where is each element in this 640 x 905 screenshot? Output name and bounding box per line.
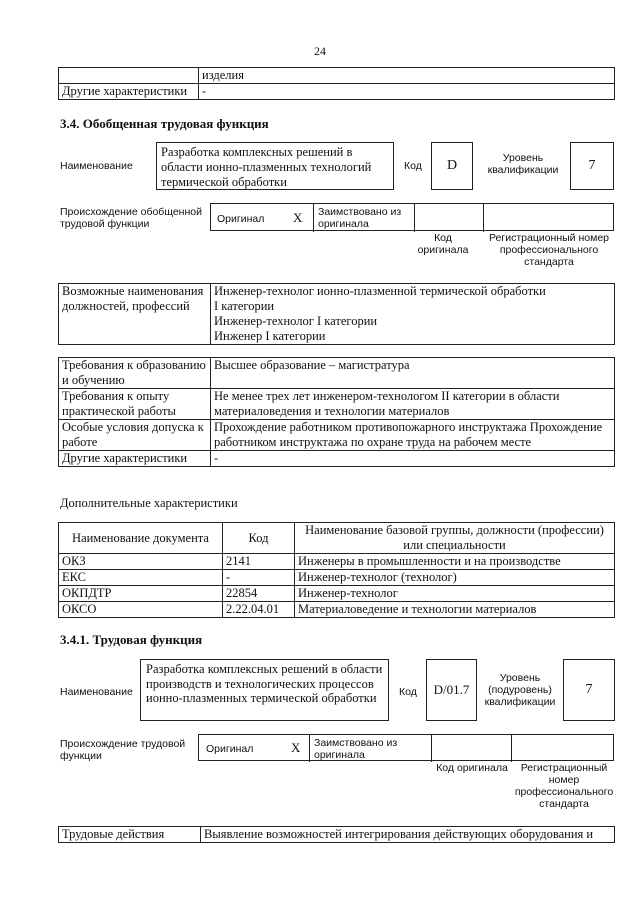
- header-group-name: Наименование базовой группы, должности (профессии) или специальности: [295, 523, 615, 554]
- top-table-row2-label: Другие характеристики: [59, 84, 199, 100]
- function-name-value: Разработка комплексных решений в области производств и технологических процессов ионно-плазменных термической обработки: [140, 659, 389, 721]
- requirement-value: -: [211, 451, 615, 467]
- requirement-value: Не менее трех лет инженером-технологом II категории в области материаловедения и технологии материалов: [211, 389, 615, 420]
- doc-group: Инженер-технолог (технолог): [295, 570, 615, 586]
- code-label: Код: [399, 686, 417, 698]
- requirement-label: Требования к образованию и обучению: [59, 358, 211, 389]
- original-label: Оригинал: [206, 743, 254, 755]
- doc-code: 22854: [223, 586, 295, 602]
- doc-group: Материаловедение и технологии материалов: [295, 602, 615, 618]
- page-number: 24: [314, 44, 326, 58]
- table-row: [59, 389, 615, 420]
- origin-label: Происхождение обобщенной трудовой функции: [60, 206, 202, 230]
- table-row: [59, 570, 615, 586]
- requirement-value: Прохождение работником противопожарного инструктажа Прохождение работником инструктажа по охране труда на рабочем месте: [211, 420, 615, 451]
- top-table-row1-value: изделия: [199, 68, 615, 84]
- table-row: [59, 358, 615, 389]
- doc-group: Инженеры в промышленности и на производстве: [295, 554, 615, 570]
- doc-code: -: [223, 570, 295, 586]
- borrowed-label: Заимствовано из оригинала: [314, 737, 398, 761]
- labor-actions-table: [58, 826, 615, 843]
- qualification-level-value: 7: [570, 142, 614, 190]
- additional-table: [58, 522, 615, 618]
- qualification-level-label: Уровень (подуровень) квалификации: [484, 672, 556, 708]
- table-row: [59, 602, 615, 618]
- origin-label: Происхождение трудовой функции: [60, 738, 186, 762]
- requirement-label: Особые условия допуска к работе: [59, 420, 211, 451]
- name-label: Наименование: [60, 686, 133, 698]
- positions-table: [58, 283, 615, 345]
- original-mark: X: [291, 740, 301, 755]
- code-label: Код: [404, 160, 422, 172]
- table-row: [59, 554, 615, 570]
- origin-box: [210, 203, 614, 231]
- additional-heading: Дополнительные характеристики: [60, 496, 238, 510]
- position-line: I категории: [214, 299, 275, 313]
- name-label: Наименование: [60, 160, 133, 172]
- qualification-level-label: Уровень квалификации: [487, 152, 559, 176]
- code-original-caption: Код оригинала: [417, 232, 469, 256]
- table-header-row: [59, 523, 615, 554]
- position-line: Инженер-технолог ионно-плазменной термической обработки: [214, 284, 546, 298]
- requirements-table: [58, 357, 615, 467]
- original-mark: X: [293, 210, 303, 225]
- doc-code: 2141: [223, 554, 295, 570]
- requirement-value: Высшее образование – магистратура: [211, 358, 615, 389]
- positions-list: [211, 284, 615, 345]
- section-heading-3-4-1: 3.4.1. Трудовая функция: [60, 632, 203, 647]
- registration-number-caption: Регистрационный номер профессионального стандарта: [489, 232, 609, 268]
- qualification-level-value: 7: [563, 659, 615, 721]
- table-row: [59, 586, 615, 602]
- section-heading-3-4: 3.4. Обобщенная трудовая функция: [60, 116, 269, 131]
- table-row: [59, 420, 615, 451]
- origin-box: [198, 734, 614, 761]
- header-document: Наименование документа: [59, 523, 223, 554]
- labor-actions-label: Трудовые действия: [59, 827, 201, 843]
- position-line: Инженер I категории: [214, 329, 326, 343]
- code-value: D: [431, 142, 473, 190]
- requirement-label: Требования к опыту практической работы: [59, 389, 211, 420]
- doc-group: Инженер-технолог: [295, 586, 615, 602]
- labor-actions-value: Выявление возможностей интегрирования действующих оборудования и: [201, 827, 615, 843]
- positions-label: Возможные наименования должностей, профессий: [59, 284, 211, 345]
- doc-name: ЕКС: [59, 570, 223, 586]
- doc-code: 2.22.04.01: [223, 602, 295, 618]
- doc-name: ОКЗ: [59, 554, 223, 570]
- table-row: [59, 451, 615, 467]
- function-name-value: Разработка комплексных решений в области ионно-плазменных технологий термической обработки: [156, 142, 394, 190]
- doc-name: ОКПДТР: [59, 586, 223, 602]
- top-table-row2-value: -: [199, 84, 615, 100]
- borrowed-label: Заимствовано из оригинала: [318, 206, 402, 230]
- doc-name: ОКСО: [59, 602, 223, 618]
- header-code: Код: [223, 523, 295, 554]
- code-original-caption: Код оригинала: [436, 762, 508, 774]
- code-value: D/01.7: [426, 659, 477, 721]
- top-table: [58, 67, 615, 100]
- requirement-label: Другие характеристики: [59, 451, 211, 467]
- position-line: Инженер-технолог I категории: [214, 314, 378, 328]
- original-label: Оригинал: [217, 213, 265, 225]
- registration-number-caption: Регистрационный номер профессионального стандарта: [514, 762, 614, 810]
